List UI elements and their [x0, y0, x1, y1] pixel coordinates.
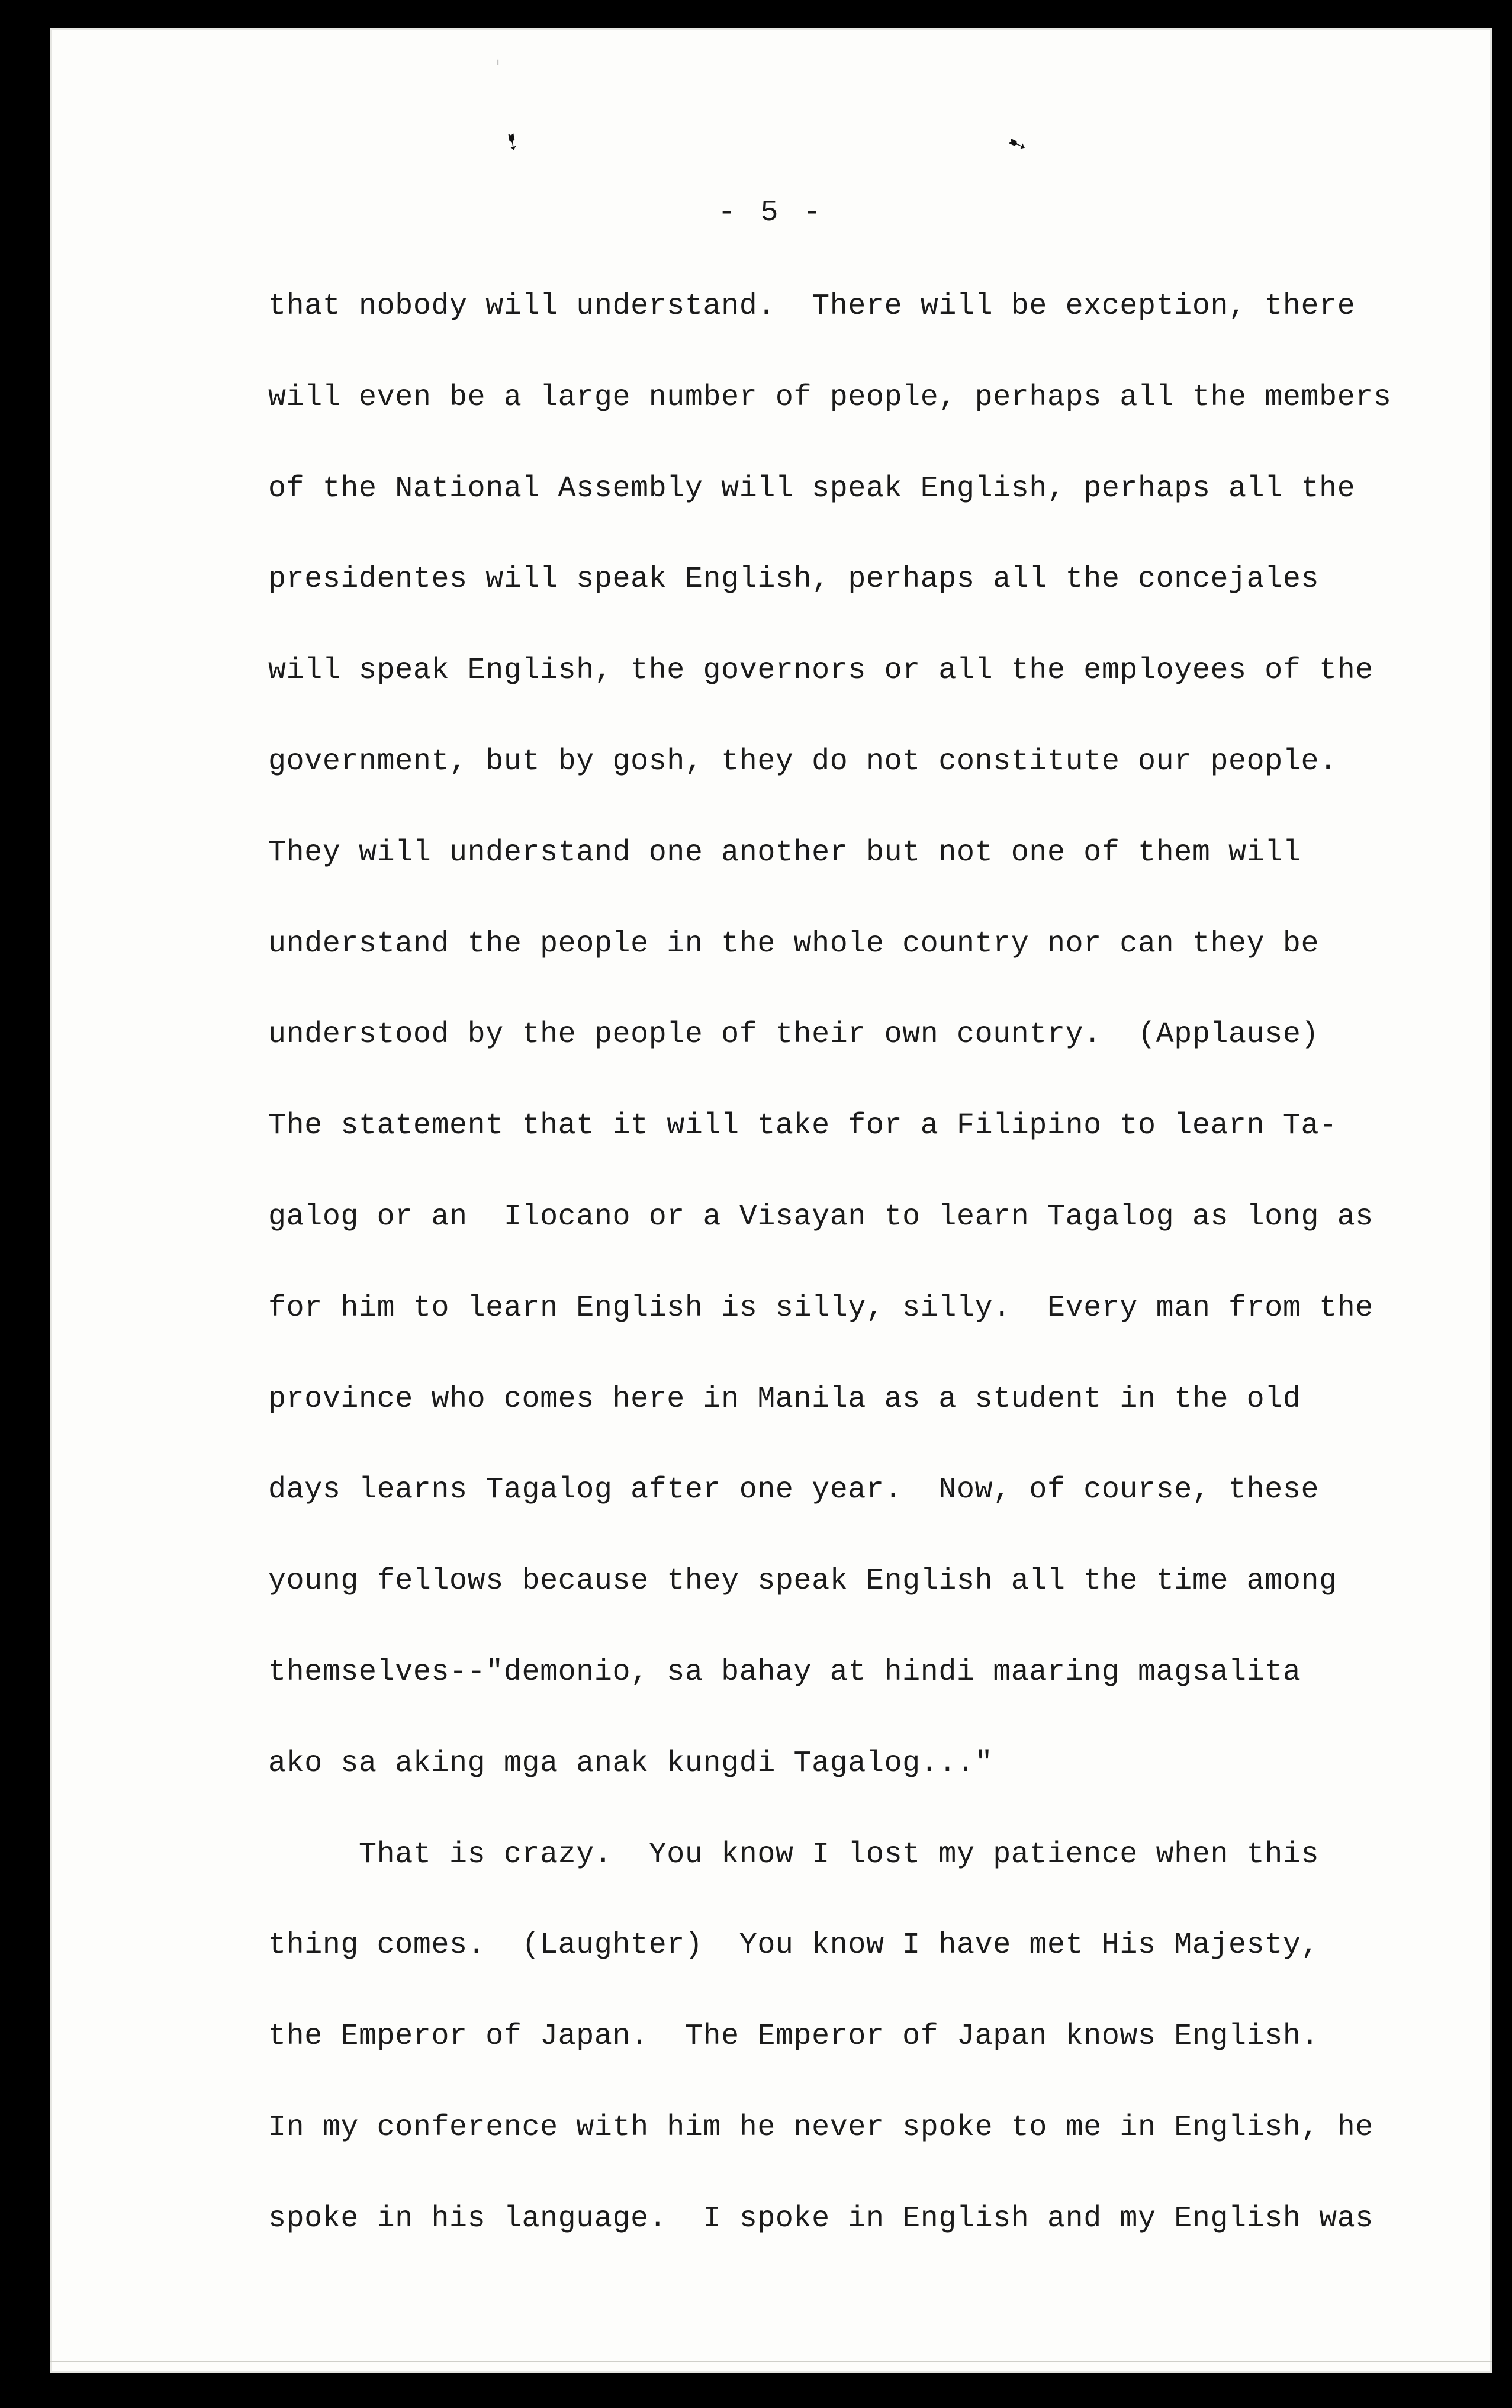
page-number: - 5 -: [718, 196, 825, 230]
text-line: themselves--"demonio, sa bahay at hindi maaring magsalita: [268, 1655, 1301, 1689]
text-line: understand the people in the whole country nor can they be: [268, 927, 1320, 961]
text-line: That is crazy. You know I lost my patience when this: [268, 1837, 1320, 1872]
text-line: They will understand one another but not one of them will: [268, 835, 1301, 870]
text-line: will speak English, the governors or all the employees of the: [268, 654, 1373, 688]
text-line: In my conference with him he never spoke to me in English, he: [268, 2110, 1373, 2145]
page-bottom-edge: [50, 2361, 1492, 2362]
text-line: of the National Assembly will speak English, perhaps all the: [268, 471, 1356, 506]
text-line: that nobody will understand. There will be exception, there: [268, 290, 1356, 323]
text-line: thing comes. (Laughter) You know I have met His Majesty,: [268, 1928, 1320, 1963]
hole-punch-mark-right: ➷: [1003, 128, 1031, 160]
paper-speck: ˈ: [496, 57, 501, 78]
text-line: The statement that it will take for a Filipino to learn Ta-: [268, 1109, 1337, 1143]
text-line: galog or an Ilocano or a Visayan to learn Tagalog as long as: [268, 1200, 1373, 1234]
document-body: [268, 286, 1429, 2290]
text-line: for him to learn English is silly, silly. Every man from the: [268, 1291, 1373, 1325]
text-line: presidentes will speak English, perhaps all the concejales: [268, 562, 1320, 597]
text-line: understood by the people of their own country. (Applause): [268, 1018, 1320, 1052]
text-line: days learns Tagalog after one year. Now, of course, these: [268, 1473, 1320, 1507]
text-line: young fellows because they speak English all the time among: [268, 1564, 1337, 1599]
hole-punch-mark-left: ➷: [497, 125, 528, 158]
text-line: the Emperor of Japan. The Emperor of Japan knows English.: [268, 2020, 1320, 2054]
text-line: will even be a large number of people, perhaps all the members: [268, 380, 1392, 414]
document-page: [50, 28, 1492, 2373]
text-line: government, but by gosh, they do not constitute our people.: [268, 744, 1337, 779]
text-line: province who comes here in Manila as a student in the old: [268, 1382, 1301, 1416]
text-line: spoke in his language. I spoke in English and my English was: [268, 2201, 1373, 2236]
text-line: ako sa aking mga anak kungdi Tagalog...": [268, 1746, 993, 1780]
